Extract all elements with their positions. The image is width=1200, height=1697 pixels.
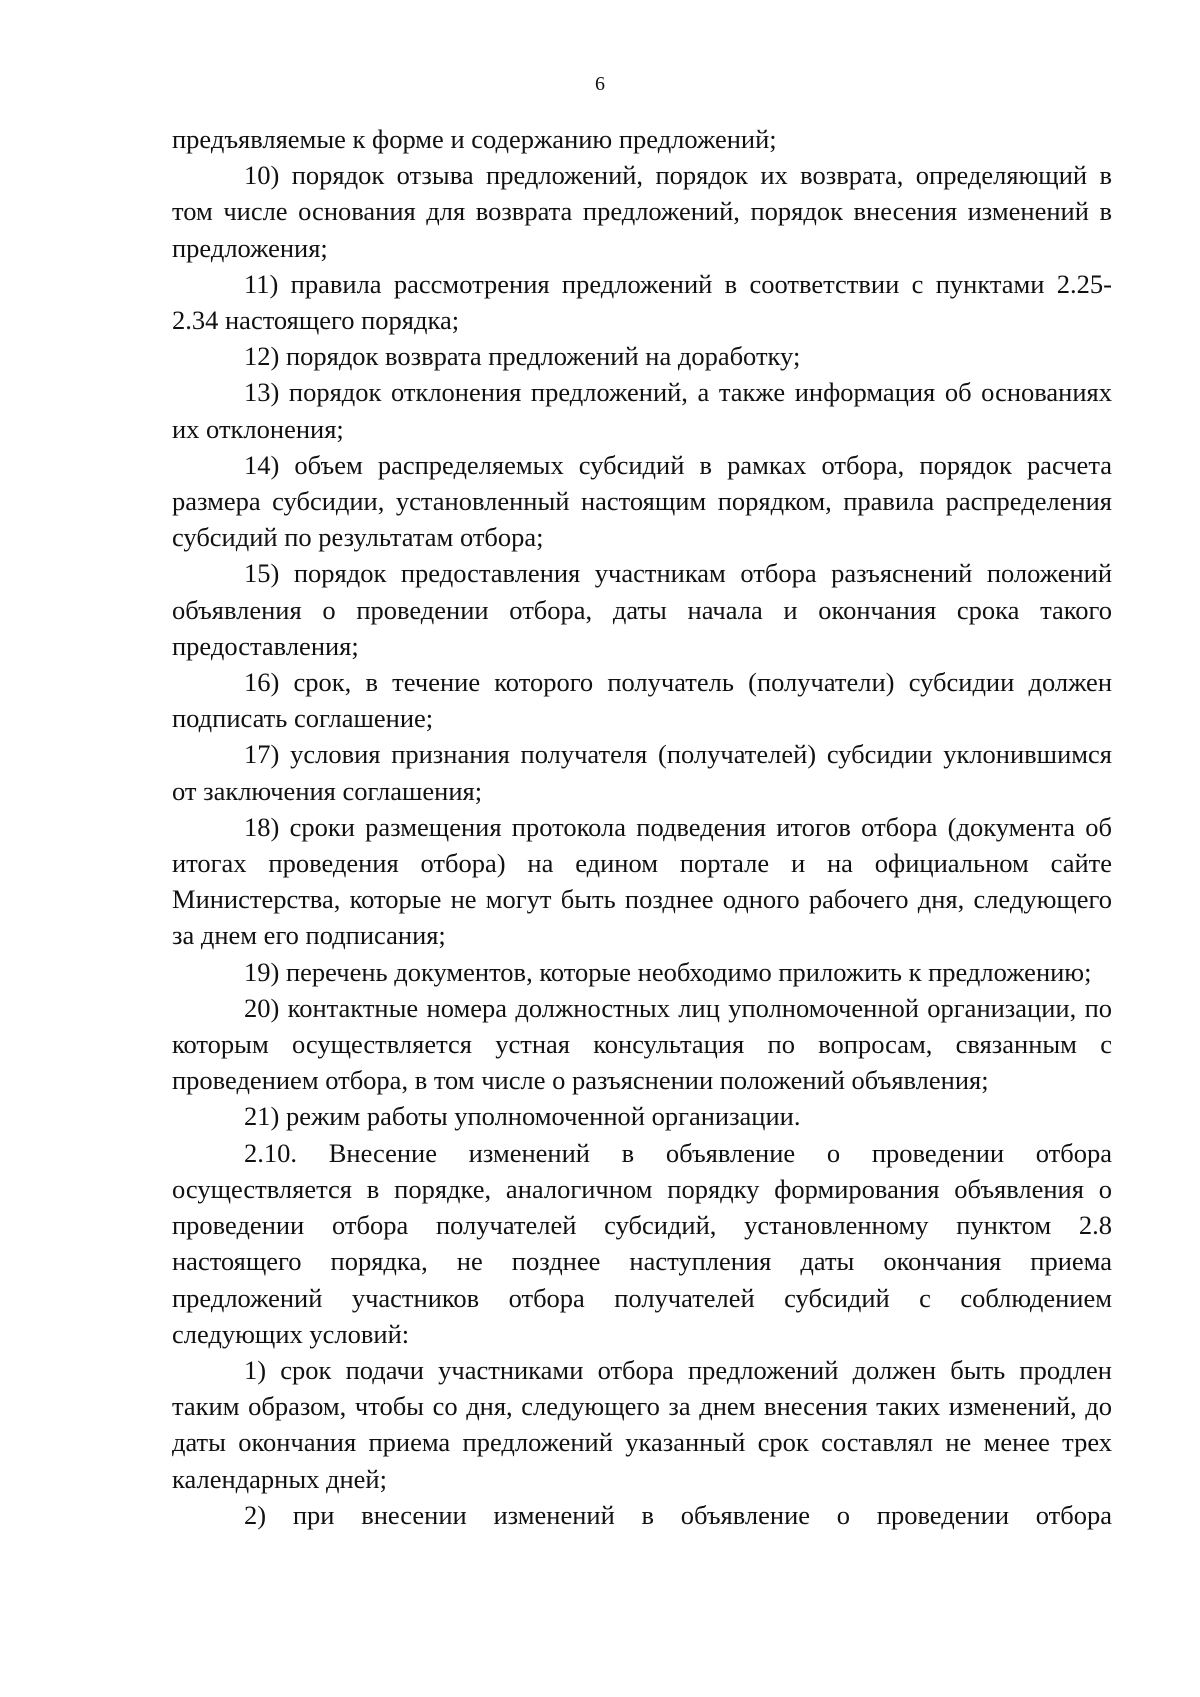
paragraph-item-12: 12) порядок возврата предложений на доработку; xyxy=(244,341,801,372)
paragraph-item-15: 15) порядок предоставления участникам отбора разъяснений положений объявления о проведении отбора, даты начала и окончания срока такого предоставления; xyxy=(172,558,1112,661)
paragraph-item-18: 18) сроки размещения протокола подведения итогов отбора (документа об итогах проведения отбора) на едином портале и на официальном сайте Министерства, которые не могут быть позднее одного рабочего дня, следующего за днем его подписания; xyxy=(172,811,1112,951)
paragraph-item-21: 21) режим работы уполномоченной организации. xyxy=(244,1101,801,1132)
paragraph-item-10: 10) порядок отзыва предложений, порядок их возврата, определяющий в том числе основания для возврата предложений, порядок внесения изменений в предложения; xyxy=(172,160,1112,263)
paragraph-section-2-10: 2.10. Внесение изменений в объявление о проведении отбора осуществляется в порядке, аналогичном порядку формирования объявления о проведении отбора получателей субсидий, установленному пунктом 2.8 настоящего порядка, не позднее наступления даты окончания приема предложений участников отбора получателей субсидий с соблюдением следующих условий: xyxy=(172,1137,1112,1349)
document-body xyxy=(172,121,1112,1533)
paragraph-item-13: 13) порядок отклонения предложений, а также информация об основаниях их отклонения; xyxy=(172,377,1112,444)
paragraph-condition-2: 2) при внесении изменений в объявление о проведении отбора xyxy=(244,1499,1112,1530)
paragraph-item-11: 11) правила рассмотрения предложений в соответствии с пунктами 2.25-2.34 настоящего порядка; xyxy=(172,268,1112,336)
paragraph-item-16: 16) срок, в течение которого получатель (получатели) субсидии должен подписать соглашение; xyxy=(172,667,1112,734)
paragraph-item-14: 14) объем распределяемых субсидий в рамках отбора, порядок расчета размера субсидии, установленный настоящим порядком, правила распределения субсидий по результатам отбора; xyxy=(172,449,1112,553)
page-number: 6 xyxy=(595,73,605,95)
paragraph-item-19: 19) перечень документов, которые необходимо приложить к предложению; xyxy=(244,956,1092,987)
paragraph-condition-1: 1) срок подачи участниками отбора предложений должен быть продлен таким образом, чтобы со дня, следующего за днем внесения таких изменений, до даты окончания приема предложений указанный срок составлял не менее трех календарных дней; xyxy=(172,1354,1112,1494)
paragraph-item-20: 20) контактные номера должностных лиц уполномоченной организации, по которым осуществляется устная консультация по вопросам, связанным с проведением отбора, в том числе о разъяснении положений объявления; xyxy=(172,992,1112,1096)
paragraph-item-17: 17) условия признания получателя (получателей) субсидии уклонившимся от заключения соглашения; xyxy=(172,739,1112,806)
paragraph-continuation: предъявляемые к форме и содержанию предложений; xyxy=(172,124,777,154)
